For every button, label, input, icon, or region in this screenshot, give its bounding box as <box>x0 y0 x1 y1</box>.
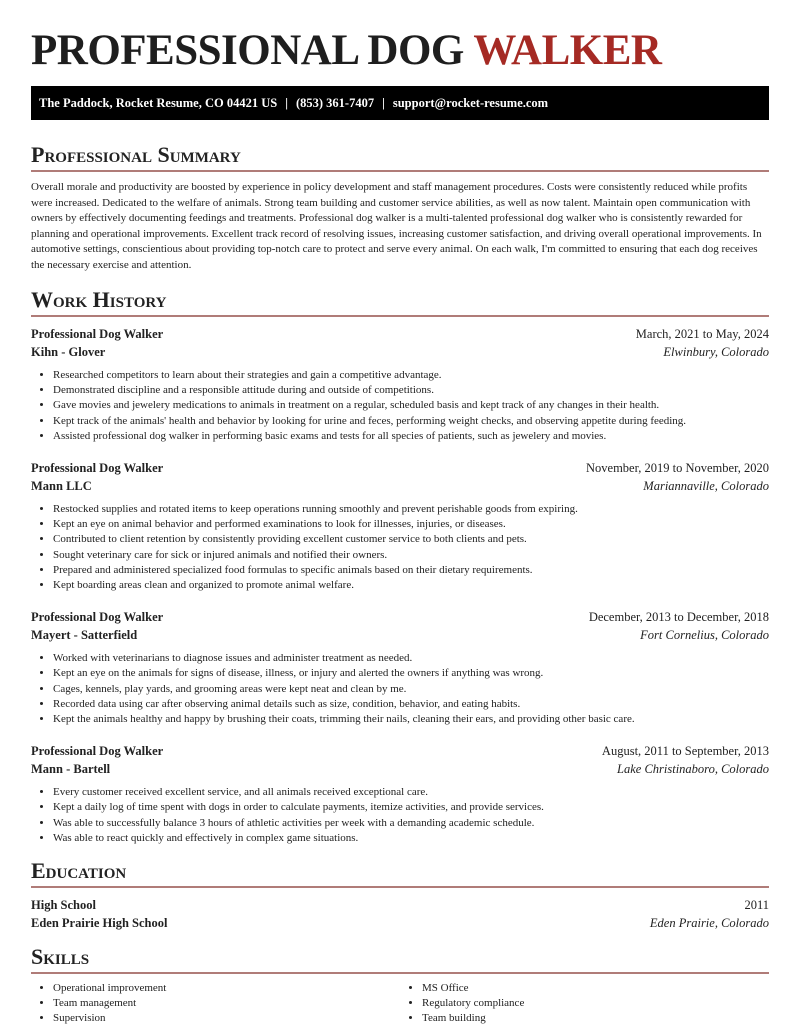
skills-right <box>400 981 769 1027</box>
company: Mann LLC <box>31 478 92 493</box>
location: Fort Cornelius, Colorado <box>640 627 769 642</box>
job-company-row <box>31 761 769 779</box>
bullet-item: • Recorded data using car after observing animal details such as size, condition, behavior, and eating habits. <box>53 697 769 712</box>
job-entry <box>31 326 769 444</box>
title-accent: WALKER <box>473 27 662 74</box>
bullet-item: • Assisted professional dog walker in performing basic exams and tests for all species of patients, such as jewelery and movies. <box>53 429 769 444</box>
bullet-item: • Sought veterinary care for sick or injured animals and notified their owners. <box>53 548 769 563</box>
job-company-row <box>31 478 769 496</box>
skill-item: • Operational improvement <box>53 981 400 996</box>
job-bullets <box>31 502 769 593</box>
education-entry <box>31 897 769 932</box>
skill-item: • Team building <box>422 1011 769 1026</box>
company: Kihn - Glover <box>31 344 106 359</box>
job-dates: March, 2021 to May, 2024 <box>635 327 769 341</box>
title-main: PROFESSIONAL DOG <box>31 27 464 74</box>
job-title: Professional Dog Walker <box>31 610 164 625</box>
job-dates: August, 2011 to September, 2013 <box>601 744 769 759</box>
skill-item: • Team management <box>53 996 400 1011</box>
bullet-item: • Worked with veterinarians to diagnose issues and administer treatment as needed. <box>53 651 769 666</box>
bullet-item: • Gave movies and jewelery medications to animals in treatment on a regular, scheduled basis and kept track of any changes in their health. <box>53 398 769 413</box>
job-title: Professional Dog Walker <box>31 744 164 759</box>
bullet-item: • Prepared and administered specialized food formulas to specific animals based on their dietary requirements. <box>53 563 769 578</box>
skills-left <box>31 981 400 1027</box>
job-header-row <box>31 460 769 478</box>
work-history-section <box>31 287 769 846</box>
job-company-row <box>31 627 769 645</box>
section-heading: Skills <box>31 944 769 974</box>
job-header-row <box>31 609 769 627</box>
job-bullets <box>31 785 769 846</box>
job-company-row <box>31 344 769 362</box>
skill-item: • Regulatory compliance <box>422 996 769 1011</box>
section-heading: Education <box>31 858 769 888</box>
degree: High School <box>31 898 96 913</box>
job-bullets <box>31 651 769 727</box>
separator: | <box>285 96 288 110</box>
skill-item: • MS Office <box>422 981 769 996</box>
school: Eden Prairie High School <box>31 915 168 930</box>
job-entry <box>31 460 769 593</box>
bullet-item: • Kept an eye on the animals for signs of disease, illness, or injury and alerted the owners if anything was wrong. <box>53 666 769 681</box>
bullet-item: • Kept the animals healthy and happy by brushing their coats, trimming their nails, cleaning their ears, and providing other basic care. <box>53 712 769 727</box>
location: Lake Christinaboro, Colorado <box>617 761 769 776</box>
summary-text: Overall morale and productivity are boosted by experience in policy development and staff management procedures. Costs were consistently reduced while profits were increased. Dedicated to the welfare of animals. Strong team building and customer service abilities, as well as now talent. Maintain open communication with owners by effectively documenting feedings and treatments. Professional dog walker is a multi-talented professional dog walker who is consistently rewarded for planning and operational improvements. Excellent track record of resolving issues, increasing customer satisfaction, and driving overall operational improvements. In automotive settings, conscientious about providing top-notch care to protect and serve every animal. On each walk, I'm committed to ensuring that each dog receives the necessary exercise and attention. <box>31 181 762 271</box>
bullet-item: • Kept boarding areas clean and organized to promote animal welfare. <box>53 578 769 593</box>
skills-section <box>31 944 769 1027</box>
bullet-item: • Cages, kennels, play yards, and grooming areas were kept neat and clean by me. <box>53 682 769 697</box>
skill-item: • Supervision <box>53 1011 400 1026</box>
bullet-item: • Kept an eye on animal behavior and performed examinations to look for illnesses, injuries, or diseases. <box>53 517 769 532</box>
job-title: Professional Dog Walker <box>31 327 164 341</box>
summary-section <box>31 142 769 273</box>
bullet-item: • Demonstrated discipline and a responsible attitude during and outside of competitions. <box>53 383 769 398</box>
company: Mayert - Satterfield <box>31 627 138 642</box>
location: Mariannaville, Colorado <box>643 478 769 493</box>
education-section <box>31 858 769 932</box>
bullet-item: • Restocked supplies and rotated items to keep operations running smoothly and prevent perishable goods from expiring. <box>53 502 769 517</box>
job-bullets <box>31 368 769 444</box>
job-entry <box>31 609 769 727</box>
job-dates: December, 2013 to December, 2018 <box>588 610 769 625</box>
job-header-row <box>31 326 769 344</box>
bullet-item: • Researched competitors to learn about their strategies and gain a competitive advantage. <box>53 368 769 383</box>
bullet-item: • Contributed to client retention by consistently providing excellent customer service to both clients and pets. <box>53 532 769 547</box>
bullet-item: • Was able to react quickly and effectively in complex game situations. <box>53 831 769 846</box>
job-header-row <box>31 743 769 761</box>
location: Elwinbury, Colorado <box>663 344 769 359</box>
address: The Paddock, Rocket Resume, CO 04421 US <box>39 96 278 110</box>
phone: (853) 361-7407 <box>295 96 375 110</box>
email-link[interactable]: support@rocket-resume.com <box>392 96 549 110</box>
resume-title <box>31 28 769 86</box>
company: Mann - Bartell <box>31 761 111 776</box>
job-title: Professional Dog Walker <box>31 461 164 476</box>
section-heading: Work History <box>31 287 769 317</box>
job-dates: November, 2019 to November, 2020 <box>586 461 769 476</box>
bullet-item: • Kept track of the animals' health and behavior by looking for urine and feces, performing weight checks, and observing appetite during feeding. <box>53 414 769 429</box>
separator: | <box>382 96 385 110</box>
section-heading: Professional Summary <box>31 142 769 172</box>
bullet-item: • Every customer received excellent service, and all animals received exceptional care. <box>53 785 769 800</box>
contact-bar <box>31 86 769 120</box>
job-entry <box>31 743 769 846</box>
year: 2011 <box>744 898 769 913</box>
bullet-item: • Was able to successfully balance 3 hours of athletic activities per week with a demanding academic schedule. <box>53 816 769 831</box>
bullet-item: • Kept a daily log of time spent with dogs in order to calculate payments, itemize activities, and provide services. <box>53 800 769 815</box>
location: Eden Prairie, Colorado <box>649 915 769 930</box>
